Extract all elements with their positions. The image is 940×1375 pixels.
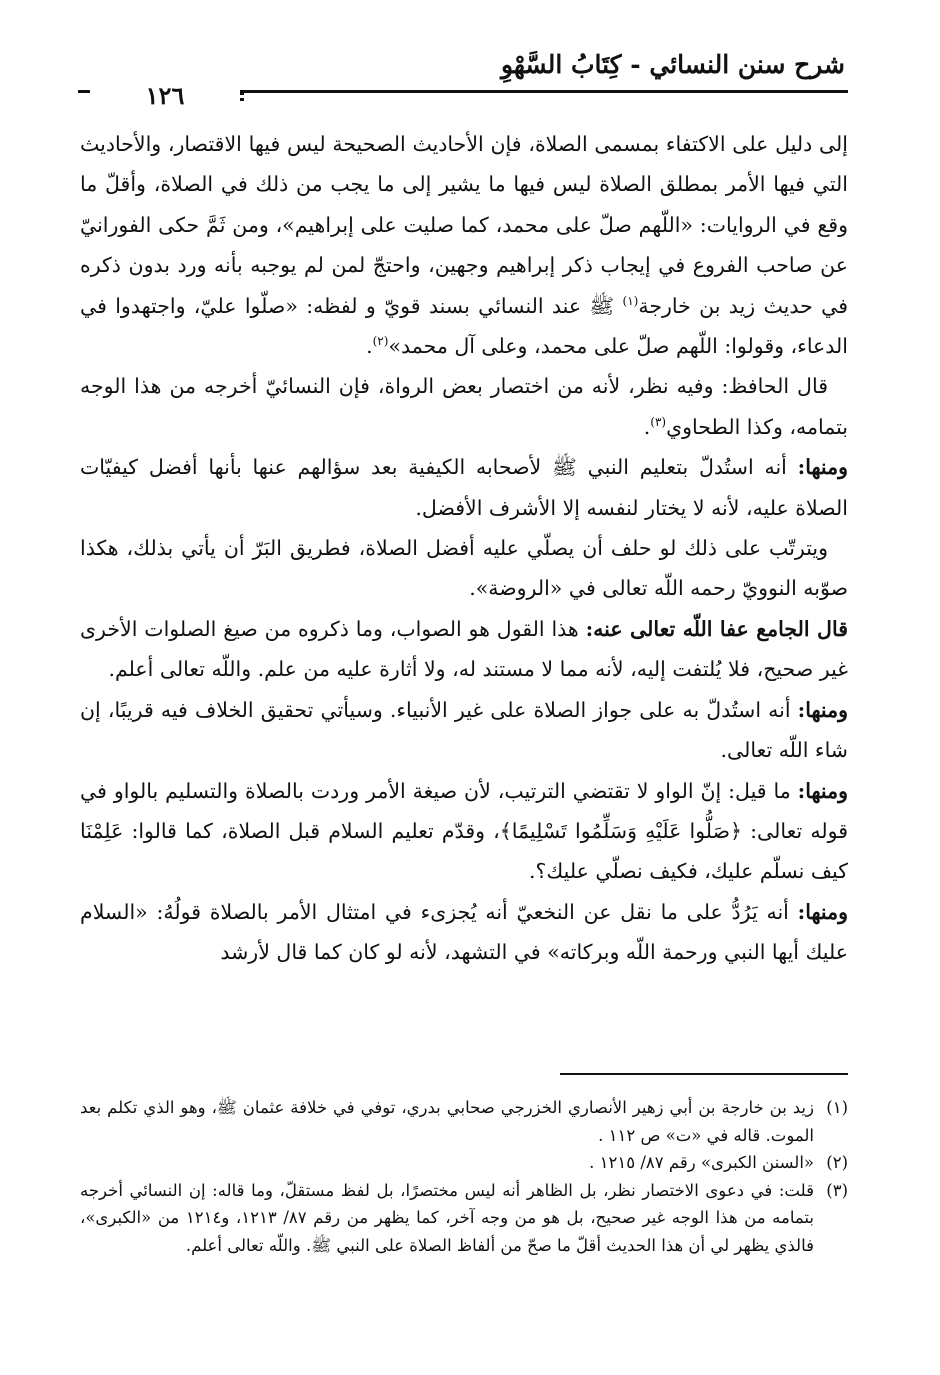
paragraph-5 [80, 609, 848, 690]
paragraph-lead: ومنها: [797, 697, 849, 722]
paragraph-text: إلى دليل على الاكتفاء بمسمى الصلاة، فإن الأحاديث الصحيحة ليس فيها الاقتصار، والأحاديث التي فيها الأمر بمطلق الصلاة ليس فيها ما يشير إلى ما يجب من ذلك في الصلاة، وأقلّ ما وقع في الروايات: «اللّهم صلّ على محمد، كما صليت على إبراهيم»، ومن ثَمَّ حكى الفورانيّ عن صاحب الفروع في إيجاب ذكر إبراهيم وجهين، واحتجّ لمن لم يوجبه بأنه ورد بدون ذكره في حديث زيد بن خارجة [80, 132, 848, 318]
running-title: شرح سنن النسائي - كِتَابُ السَّهْوِ [500, 50, 845, 79]
paragraph-text: . [366, 334, 373, 359]
paragraph-2 [80, 366, 848, 447]
footnote-ref-3: (٣) [650, 415, 667, 430]
footnote-ref-1: (١) [622, 293, 639, 308]
paragraph-text: أنه استُدلّ بتعليم النبي ﷺ لأصحابه الكيفية بعد سؤالهم عنها بأنها أفضل كيفيّات الصلاة عليه، لأنه لا يختار لنفسه إلا الأشرف الأفضل. [80, 455, 848, 520]
footnote-mark: (٣) [826, 1180, 848, 1200]
paragraph-text: ويترتّب على ذلك لو حلف أن يصلّي عليه أفضل الصلاة، فطريق البَرّ أن يأتي بذلك، هكذا صوّبه النوويّ رحمه اللّه تعالى في «الروضة». [80, 536, 848, 601]
footnote-ref-2: (٢) [372, 334, 389, 349]
paragraph-text: أنه يَرُدُّ على ما نقل عن النخعيّ أنه يُجزىء في امتثال الأمر بالصلاة قولُهُ: «السلام عليك أيها النبي ورحمة اللّه وبركاته» في التشهد، لأنه لو كان كما قال لأرشد [80, 899, 848, 965]
paragraph-lead: ومنها: [797, 455, 848, 480]
paragraph-lead: قال الجامع عفا اللّه تعالى عنه: [585, 616, 848, 641]
footnote-separator [560, 1073, 848, 1075]
paragraph-4 [80, 528, 848, 609]
footnote-text: زيد بن خارجة بن أبي زهير الأنصاري الخزرجي صحابي بدري، توفي في خلافة عثمان ﷺ، وهو الذي تكلم بعد الموت. قاله في «ت» ص ١١٢ . [80, 1098, 814, 1145]
footnote-text: قلت: في دعوى الاختصار نظر، بل الظاهر أنه ليس مختصرًا، بل لفظ مستقلّ، وما قاله: إن النسائي أخرجه بتمامه من هذا الوجه غير صحيح، بل هو من وجه آخر، كما يظهر من رقم ٨٧/ ١٢١٣، و١٢١٤ من «الكبرى»، فالذي يظهر لي أن هذا الحديث أقلّ ما صحّ من ألفاظ الصلاة على النبي ﷺ. واللّه تعالى أعلم. [80, 1180, 814, 1255]
paragraph-text: . [643, 414, 651, 439]
footnotes [80, 1094, 848, 1259]
paragraph-lead: ومنها: [797, 899, 848, 924]
paragraph-6 [80, 690, 848, 771]
paragraph-3 [80, 447, 848, 528]
paragraph-text: ﷺ عند النسائي بسند قويّ و لفظه: «صلّوا عليّ، واجتهدوا في الدعاء، وقولوا: اللّهم صلّ على محمد، وعلى آل محمد» [80, 293, 848, 359]
footnote-2 [80, 1149, 848, 1177]
footnote-mark: (١) [826, 1098, 848, 1117]
paragraph-1 [80, 124, 848, 366]
paragraph-text: قال الحافظ: وفيه نظر، لأنه من اختصار بعض الرواة، فإن النسائيّ أخرجه من هذا الوجه بتمامه، وكذا الطحاوي [80, 374, 848, 439]
main-text [80, 124, 848, 973]
footnote-mark: (٢) [826, 1153, 848, 1172]
page-number: ١٢٦ [90, 82, 240, 110]
footnote-1 [80, 1094, 848, 1149]
footnote-3 [80, 1177, 848, 1260]
paragraph-text: هذا القول هو الصواب، وما ذكروه من صيغ الصلوات الأخرى غير صحيح، فلا يُلتفت إليه، لأنه مما لا مستند له، ولا أثارة عليه من علم. واللّه تعالى أعلم. [80, 616, 848, 682]
paragraph-text: ما قيل: إنّ الواو لا تقتضي الترتيب، لأن صيغة الأمر وردت بالصلاة والتسليم بالواو في قوله تعالى: ﴿صَلُّوا عَلَيْهِ وَسَلِّمُوا تَسْلِيمًا﴾، وقدّم تعليم السلام قبل الصلاة، كما قالوا: عَلِمْنَا كيف نسلّم عليك، فكيف نصلّي عليك؟. [80, 778, 848, 884]
paragraph-8 [80, 892, 848, 973]
paragraph-7 [80, 771, 848, 892]
paragraph-lead: ومنها: [797, 778, 848, 803]
paragraph-text: أنه استُدلّ به على جواز الصلاة على غير الأنبياء. وسيأتي تحقيق الخلاف فيه قريبًا، إن شاء اللّه تعالى. [80, 697, 848, 763]
footnote-text: «السنن الكبرى» رقم ٨٧/ ١٢١٥ . [589, 1153, 814, 1172]
